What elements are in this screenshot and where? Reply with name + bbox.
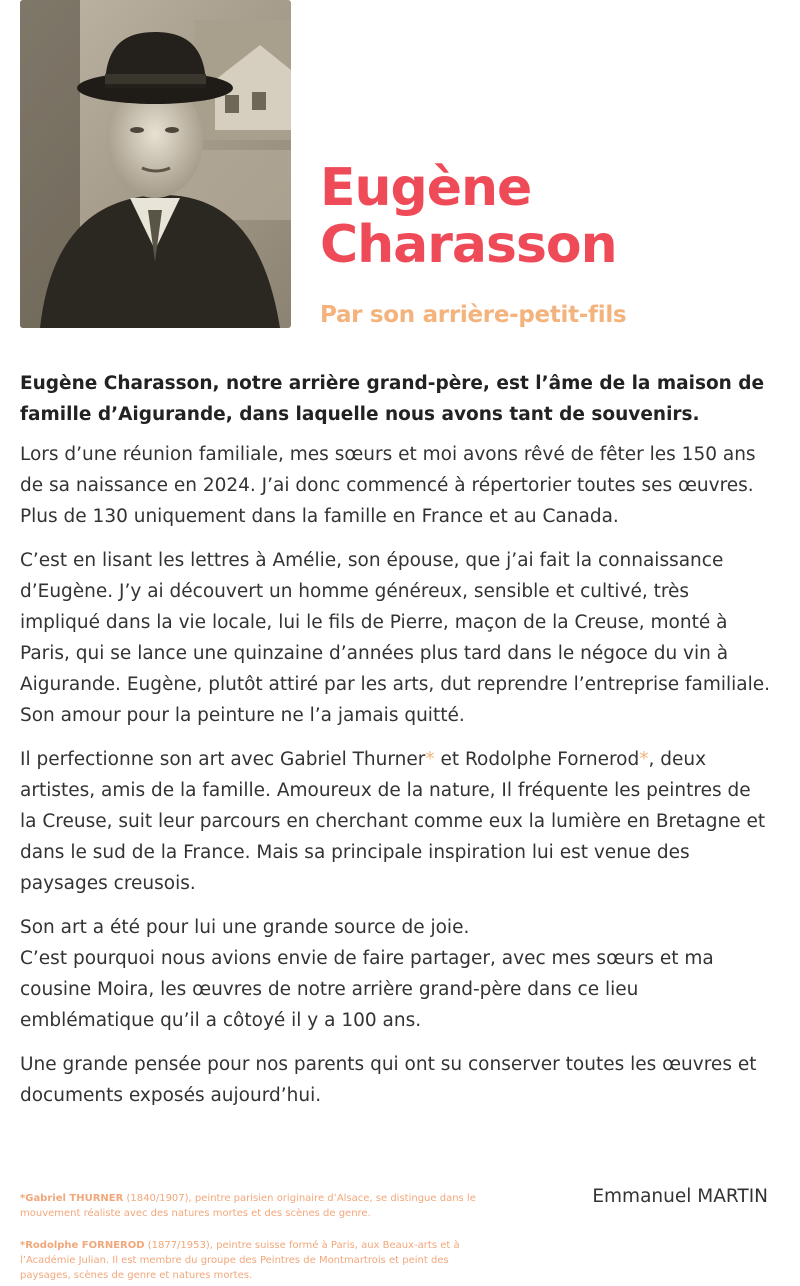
title-line-first-name: Eugène: [320, 158, 532, 218]
portrait-photo: [20, 0, 291, 328]
footnote-marker-fornerod: *: [639, 749, 649, 770]
portrait-illustration: [20, 0, 291, 328]
footnote-marker-thurner: *: [425, 749, 435, 770]
paragraph-letters: C’est en lisant les lettres à Amélie, son épouse, que j’ai fait la connaissance d’Eugène. J’y ai découvert un homme généreux, sensible et cultivé, très impliqué dans la vie locale, lui le fils de Pierre, maçon de la Creuse, monté à Paris, qui se lance une quinzaine d’années plus tard dans le négoce du vin à Aigurande. Eugène, plutôt attiré par les arts, dut reprendre l’entreprise familiale. Son amour pour la peinture ne l’a jamais quitté.: [20, 550, 771, 726]
paragraph-artists: [20, 744, 772, 899]
title-line-last-name: Charasson: [320, 215, 617, 275]
footnote-thurner-text: (1840/1907), peintre parisien originaire d’Alsace, se distingue dans le mouvement réaliste avec des natures mortes et des scènes de genre.: [20, 1193, 476, 1219]
footnote-thurner-name: *Gabriel THURNER: [20, 1193, 124, 1204]
footnote-fornerod-name: *Rodolphe FORNEROD: [20, 1240, 145, 1251]
page-title: [320, 160, 617, 274]
paragraph-celebration: Lors d’une réunion familiale, mes sœurs et moi avons rêvé de fêter les 150 ans de sa naissance en 2024. J’ai donc commencé à répertorier toutes ses œuvres. Plus de 130 uniquement dans la famille en France et au Canada.: [20, 444, 756, 527]
lead-paragraph: Eugène Charasson, notre arrière grand-père, est l’âme de la maison de famille d’Aigurande, dans laquelle nous avons tant de souvenirs.: [20, 373, 765, 425]
footnote-fornerod: [20, 1238, 500, 1283]
paragraph-artists-text-3: , deux artistes, amis de la famille. Amoureux de la nature, Il fréquente les peintres de la Creuse, suit leur parcours en cherchant comme eux la lumière en Bretagne et dans le sud de la France. Mais sa principale inspiration lui est venue des paysages creusois.: [20, 749, 766, 894]
paragraph-joy-line-2: C’est pourquoi nous avions envie de faire partager, avec mes sœurs et ma cousine Moira, les œuvres de notre arrière grand-père dans ce lieu emblématique qu’il a côtoyé il y a 100 ans.: [20, 948, 714, 1031]
footnote-thurner: [20, 1191, 500, 1221]
paragraph-artists-text-1: Il perfectionne son art avec Gabriel Thurner: [20, 749, 426, 770]
page-subtitle: Par son arrière-petit-fils: [320, 302, 627, 328]
paragraph-joy-line-1: Son art a été pour lui une grande source de joie.: [20, 917, 470, 938]
footnote-fornerod-text: (1877/1953), peintre suisse formé à Paris, aux Beaux-arts et à l’Académie Julian. Il est membre du groupe des Peintres de Montmartrois et peint des paysages, scènes de genre et natures mortes.: [20, 1240, 460, 1281]
paragraph-joy: [20, 912, 772, 1036]
paragraph-thanks: Une grande pensée pour nos parents qui ont su conserver toutes les œuvres et documents exposés aujourd’hui.: [20, 1054, 757, 1106]
article-body: [20, 368, 772, 1124]
author-signature: Emmanuel MARTIN: [592, 1186, 768, 1207]
paragraph-artists-text-2: et Rodolphe Fornerod: [434, 749, 640, 770]
